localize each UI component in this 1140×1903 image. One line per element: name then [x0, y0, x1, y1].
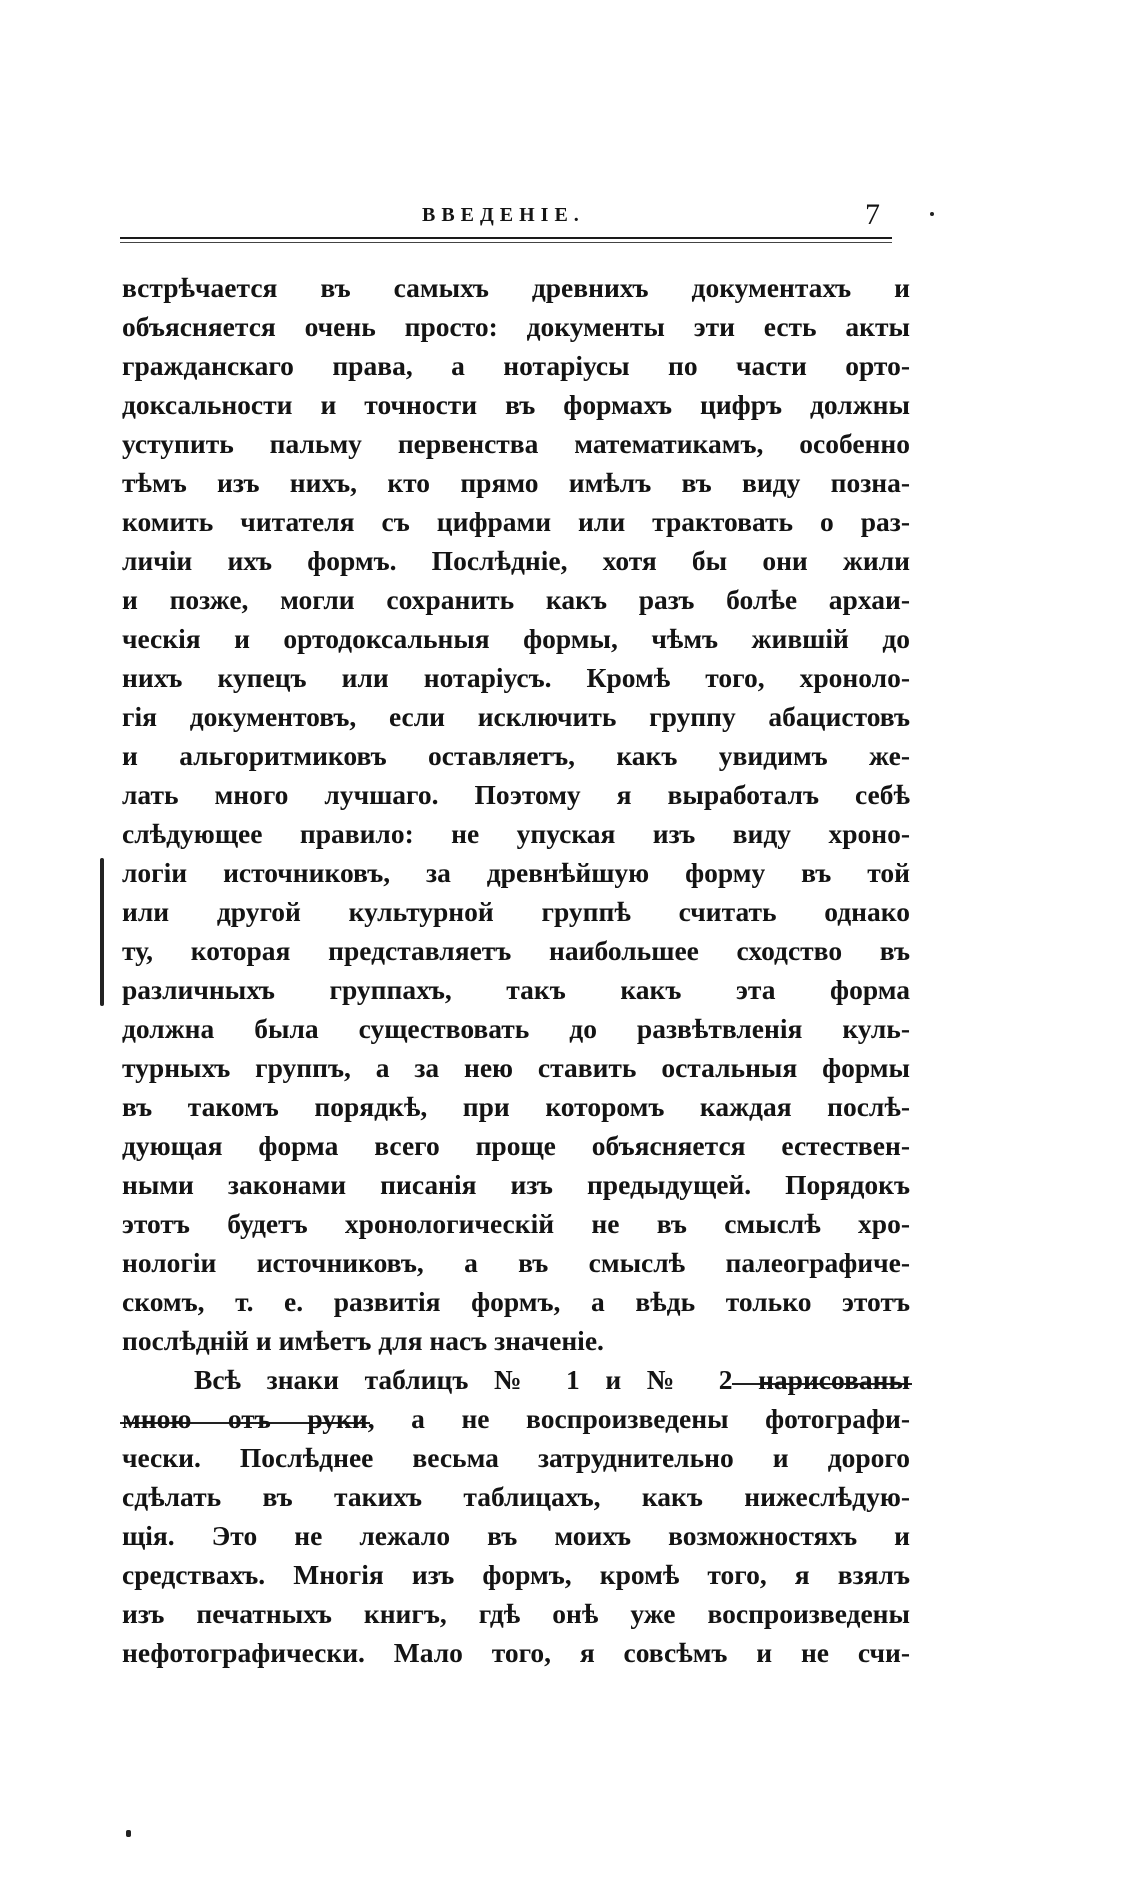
text-line: Всѣ знаки таблицъ № 1 и № 2 нарисованы	[194, 1364, 910, 1395]
text-line: должна была существовать до развѣтвленія куль-	[122, 1013, 910, 1044]
text-line: послѣдній и имѣетъ для насъ значеніе.	[122, 1325, 604, 1356]
text-line: ту, которая представляетъ наибольшее сходство въ	[122, 935, 910, 966]
text-line: нефотографически. Мало того, я совсѣмъ и не счи-	[122, 1637, 910, 1668]
text-line: лать много лучшаго. Поэтому я выработалъ себѣ	[122, 779, 910, 810]
text-line: встрѣчается въ самыхъ древнихъ документахъ и	[122, 272, 910, 303]
header-rule	[120, 237, 892, 239]
text-line: или другой культурной группѣ считать однако	[122, 896, 910, 927]
text-line: нихъ купецъ или нотаріусъ. Кромѣ того, хроноло-	[122, 662, 910, 693]
text-line: скомъ, т. е. развитія формъ, а вѣдь только этотъ	[122, 1286, 910, 1317]
page-speck	[126, 1830, 131, 1837]
running-title: ВВЕДЕНІЕ.	[422, 204, 585, 226]
text-line: слѣдующее правило: не упуская изъ виду хроно-	[122, 818, 910, 849]
text-line: щія. Это не лежало въ моихъ возможностяхъ и	[122, 1520, 910, 1551]
body-text	[122, 268, 910, 1672]
page-number: 7	[865, 198, 880, 231]
text-line: гія документовъ, если исключить группу абацистовъ	[122, 701, 910, 732]
text-line: изъ печатныхъ книгъ, гдѣ онѣ уже воспроизведены	[122, 1598, 910, 1629]
text-line: тѣмъ изъ нихъ, кто прямо имѣлъ въ виду позна-	[122, 467, 910, 498]
text-line: въ такомъ порядкѣ, при которомъ каждая послѣ-	[122, 1091, 910, 1122]
text-line: логіи источниковъ, за древнѣйшую форму въ той	[122, 857, 910, 888]
margin-mark	[100, 858, 104, 1006]
page-speck	[930, 212, 934, 216]
text-line: и позже, могли сохранить какъ разъ болѣе архаи-	[122, 584, 910, 615]
text-line: комить читателя съ цифрами или трактовать о раз-	[122, 506, 910, 537]
text-line: различныхъ группахъ, такъ какъ эта форма	[122, 974, 910, 1005]
text-line: сдѣлать въ такихъ таблицахъ, какъ нижеслѣдую-	[122, 1481, 910, 1512]
text-line: доксальности и точности въ формахъ цифръ должны	[122, 389, 910, 420]
text-line: средствахъ. Многія изъ формъ, кромѣ того, я взялъ	[122, 1559, 910, 1590]
text-line: ческія и ортодоксальныя формы, чѣмъ жившій до	[122, 623, 910, 654]
header-rule-thin	[120, 242, 892, 243]
text-line: нологіи источниковъ, а въ смыслѣ палеографиче-	[122, 1247, 910, 1278]
text-line: турныхъ группъ, а за нею ставить остальныя формы	[122, 1052, 910, 1083]
text-line: личіи ихъ формъ. Послѣдніе, хотя бы они жили	[122, 545, 910, 576]
text-line: мною отъ руки, а не воспроизведены фотографи-	[122, 1403, 910, 1434]
text-line: объясняется очень просто: документы эти есть акты	[122, 311, 910, 342]
text-line: дующая форма всего проще объясняется естествен-	[122, 1130, 910, 1161]
running-head	[122, 198, 892, 238]
text-line: чески. Послѣднее весьма затруднительно и дорого	[122, 1442, 910, 1473]
text-line: и альгоритмиковъ оставляетъ, какъ увидимъ же-	[122, 740, 910, 771]
text-line: этотъ будетъ хронологическій не въ смыслѣ хро-	[122, 1208, 910, 1239]
text-line: ными законами писанія изъ предыдущей. Порядокъ	[122, 1169, 910, 1200]
text-line: гражданскаго права, а нотаріусы по части орто-	[122, 350, 910, 381]
text-line: уступить пальму первенства математикамъ, особенно	[122, 428, 910, 459]
